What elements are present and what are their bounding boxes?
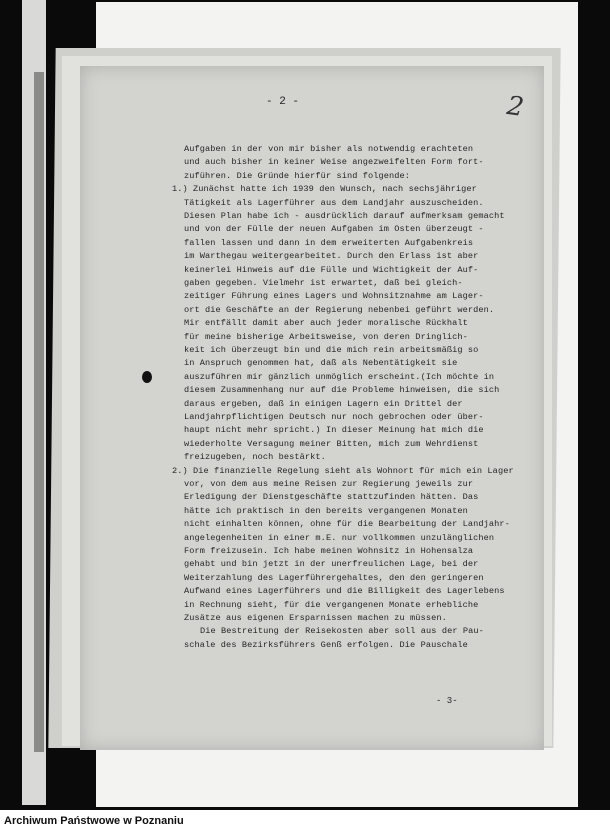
text-line: freizugeben, noch bestärkt.: [184, 452, 326, 463]
text-line: vor, von dem aus meine Reisen zur Regierung jeweils zur: [184, 479, 474, 489]
text-line: Aufgaben in der von mir bisher als notwendig erachteten: [184, 144, 474, 154]
text-line: Diesen Plan habe ich - ausdrücklich darauf aufmerksam gemacht: [184, 211, 505, 221]
text-line: zeitiger Führung eines Lagers und Wohnsitznahme am Lager-: [184, 291, 484, 302]
text-line: auszuführen mir gänzlich unmöglich erscheint.(Ich möchte in: [184, 371, 495, 382]
text-line: Die Bestreitung der Reisekosten aber soll aus der Pau-: [200, 626, 484, 637]
text-line: Aufwand eines Lagerführers und die Billigkeit des Lagerlebens: [184, 586, 505, 597]
handwritten-archive-number: 2: [505, 90, 527, 124]
text-line: zuführen. Die Gründe hierfür sind folgende:: [184, 170, 411, 181]
text-line: keinerlei Hinweis auf die Fülle und Wichtigkeit der Auf-: [184, 264, 479, 275]
text-line: und von der Fülle der neuen Aufgaben im Osten überzeugt -: [184, 224, 484, 235]
text-line: wiederholte Versagung meiner Bitten, mich zum Wehrdienst: [184, 438, 479, 449]
text-line: Zusätze aus eigenen Ersparnissen machen zu müssen.: [184, 613, 447, 623]
text-line: in Rechnung sieht, für die vergangenen Monate erhebliche: [184, 599, 479, 610]
text-line: schale des Bezirksführers Genß erfolgen. Die Pauschale: [184, 639, 468, 650]
text-line: ort die Geschäfte an der Regierung nebenbei geführt werden.: [184, 304, 495, 315]
text-line: Landjahrpflichtigen Deutsch nur noch gebrochen oder über-: [184, 412, 484, 422]
text-line: Mir entfällt damit aber auch jeder moralische Rückhalt: [184, 318, 468, 329]
text-line: hätte ich praktisch in den bereits vergangenen Monaten: [184, 505, 468, 516]
text-line: in Anspruch genommen hat, daß als Nebentätigkeit sie: [184, 358, 458, 369]
left-strip-shadow: [34, 72, 44, 752]
text-line: gehabt und bin jetzt in der unerfreulichen Lage, bei der: [184, 559, 479, 570]
text-line: diesem Zusammenhang nur auf die Probleme hinweisen, die sich: [184, 385, 500, 396]
text-line: gaben gegeben. Vielmehr ist erwartet, daß bei gleich-: [184, 278, 463, 288]
text-line: 1.) Zunächst hatte ich 1939 den Wunsch, nach sechsjähriger: [172, 184, 477, 195]
text-line: daraus ergeben, daß in einigen Lagern ein Drittel der: [184, 398, 463, 409]
text-line: Tätigkeit als Lagerführer aus dem Landjahr auszuscheiden.: [184, 197, 484, 208]
text-line: haupt nicht mehr spricht.) In dieser Meinung hat mich die: [184, 425, 484, 436]
text-line: im Warthegau weitergearbeitet. Durch den Erlass ist aber: [184, 251, 479, 262]
punch-hole: [142, 371, 152, 383]
continuation-marker: - 3-: [436, 696, 458, 706]
page-number: - 2 -: [266, 96, 300, 108]
text-line: für meine bisherige Arbeitsweise, von deren Dringlich-: [184, 331, 468, 342]
document-page: [80, 66, 544, 750]
text-line: Form freizusein. Ich habe meinen Wohnsitz in Hohensalza: [184, 546, 474, 556]
text-line: nicht einhalten können, ohne für die Bearbeitung der Landjahr-: [184, 519, 510, 530]
text-line: Weiterzahlung des Lagerführergehaltes, den den geringeren: [184, 572, 484, 583]
text-line: und auch bisher in keiner Weise angezweifelten Form fort-: [184, 157, 484, 168]
text-line: angelegenheiten in einer m.E. nur vollkommen unzulänglichen: [184, 532, 495, 543]
text-line: fallen lassen und dann in dem erweiterten Aufgabenkreis: [184, 237, 474, 248]
text-line: 2.) Die finanzielle Regelung sieht als Wohnort für mich ein Lager: [172, 465, 514, 476]
archive-caption: Archiwum Państwowe w Poznaniu: [4, 815, 184, 827]
text-line: Erledigung der Dienstgeschäfte stattzufinden hätten. Das: [184, 492, 479, 503]
text-line: keit ich überzeugt bin und die mich rein arbeitsmäßig so: [184, 345, 479, 355]
